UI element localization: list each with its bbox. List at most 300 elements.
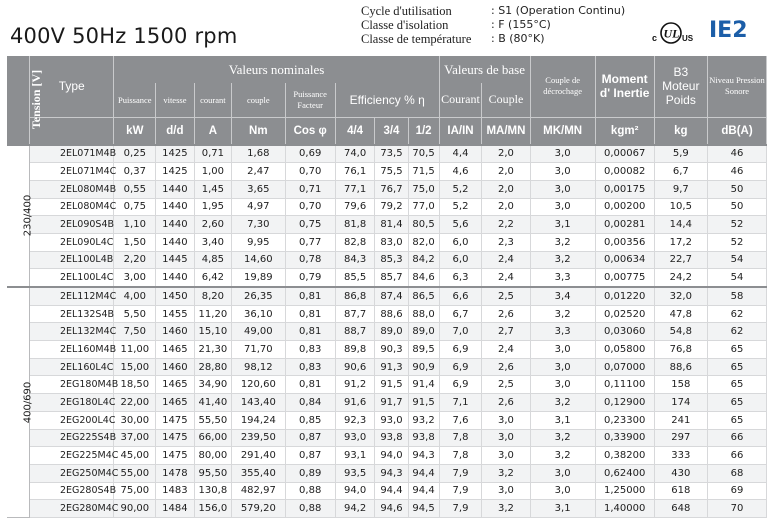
unit-label: IA/IN	[439, 117, 482, 145]
table-cell: 4,85	[194, 251, 231, 269]
table-cell: 84,6	[408, 269, 439, 287]
table-cell: 95,50	[194, 464, 231, 482]
motor-type-cell: 2EG280S4B	[29, 482, 114, 500]
unit-label: kgm²	[595, 117, 654, 145]
table-cell: 355,40	[232, 464, 285, 482]
motor-type-cell: 2EL160L4C	[29, 358, 114, 376]
table-cell: 3,00	[114, 269, 156, 287]
table-cell: 0,81	[285, 376, 335, 394]
table-cell: 7,8	[439, 447, 482, 465]
table-cell: 482,97	[232, 482, 285, 500]
table-cell: 88,7	[335, 323, 375, 341]
valeurs-de-base-header: Valeurs de base	[439, 56, 530, 83]
table-cell: 88,6	[654, 358, 707, 376]
table-cell: 55,50	[194, 411, 231, 429]
puissance-header: Puissance	[114, 83, 156, 117]
table-cell: 0,07000	[595, 358, 654, 376]
table-cell: 84,3	[335, 251, 375, 269]
table-row	[7, 464, 767, 482]
motor-type-cell: 2EL071M4C	[29, 163, 114, 181]
table-cell: 84,2	[408, 251, 439, 269]
table-cell: 174	[654, 394, 707, 412]
table-cell: 14,4	[654, 216, 707, 234]
table-cell: 7,30	[232, 216, 285, 234]
spec-temperature-class	[361, 32, 625, 46]
table-cell: 1,95	[194, 198, 231, 216]
table-cell: 81,4	[375, 216, 408, 234]
table-cell: 0,78	[285, 251, 335, 269]
voltage-group-label: 230/400	[7, 145, 29, 288]
table-cell: 1440	[156, 180, 195, 198]
table-cell: 80,5	[408, 216, 439, 234]
table-cell: 6,42	[194, 269, 231, 287]
table-cell: 89,0	[375, 323, 408, 341]
unit-label: Nm	[232, 117, 285, 145]
table-cell: 93,1	[335, 447, 375, 465]
table-cell: 2,6	[482, 394, 530, 412]
table-row	[7, 376, 767, 394]
table-cell: 579,20	[232, 500, 285, 518]
table-cell: 9,95	[232, 233, 285, 251]
table-cell: 86,8	[335, 287, 375, 305]
table-cell: 0,62400	[595, 464, 654, 482]
table-cell: 26,35	[232, 287, 285, 305]
table-cell: 3,2	[482, 464, 530, 482]
table-cell: 92,3	[335, 411, 375, 429]
table-cell: 0,71	[194, 145, 231, 163]
vitesse-header: vitesse	[156, 83, 195, 117]
table-row	[7, 163, 767, 181]
table-cell: 3,2	[530, 251, 595, 269]
motor-type-cell: 2EL132M4C	[29, 323, 114, 341]
table-cell: 1450	[156, 287, 195, 305]
table-cell: 1460	[156, 358, 195, 376]
motor-type-cell: 2EL080M4C	[29, 198, 114, 216]
table-cell: 46	[708, 163, 767, 181]
table-cell: 91,3	[375, 358, 408, 376]
table-cell: 9,7	[654, 180, 707, 198]
table-cell: 291,40	[232, 447, 285, 465]
table-row	[7, 323, 767, 341]
unit-label: d/d	[156, 117, 195, 145]
table-cell: 73,5	[375, 145, 408, 163]
table-cell: 5,50	[114, 305, 156, 323]
unit-label: 1/2	[408, 117, 439, 145]
table-cell: 1,45	[194, 180, 231, 198]
table-cell: 618	[654, 482, 707, 500]
table-cell: 3,0	[530, 145, 595, 163]
table-cell: 0,33900	[595, 429, 654, 447]
table-cell: 2,20	[114, 251, 156, 269]
motor-type-cell: 2EL090S4B	[29, 216, 114, 234]
table-cell: 7,0	[439, 323, 482, 341]
table-cell: 91,5	[375, 376, 408, 394]
table-cell: 2,0	[482, 180, 530, 198]
table-cell: 54	[708, 269, 767, 287]
table-cell: 7,1	[439, 394, 482, 412]
table-cell: 15,00	[114, 358, 156, 376]
table-cell: 76,8	[654, 341, 707, 359]
table-cell: 41,40	[194, 394, 231, 412]
table-cell: 3,0	[530, 163, 595, 181]
table-cell: 0,25	[114, 145, 156, 163]
table-cell: 28,80	[194, 358, 231, 376]
table-cell: 3,0	[530, 198, 595, 216]
table-cell: 76,7	[375, 180, 408, 198]
motor-table-body	[7, 145, 767, 518]
table-cell: 0,00067	[595, 145, 654, 163]
table-cell: 0,84	[285, 394, 335, 412]
table-cell: 94,4	[408, 464, 439, 482]
table-cell: 93,8	[408, 429, 439, 447]
table-cell: 54,8	[654, 323, 707, 341]
table-cell: 3,0	[530, 358, 595, 376]
table-cell: 0,75	[285, 216, 335, 234]
table-cell: 1425	[156, 145, 195, 163]
table-cell: 120,60	[232, 376, 285, 394]
table-cell: 94,2	[335, 500, 375, 518]
table-cell: 75,0	[408, 180, 439, 198]
table-cell: 2,3	[482, 233, 530, 251]
table-cell: 7,9	[439, 464, 482, 482]
table-cell: 3,40	[194, 233, 231, 251]
table-cell: 94,4	[375, 482, 408, 500]
motor-type-cell: 2EL132S4B	[29, 305, 114, 323]
spec-duty-cycle	[361, 4, 625, 18]
table-cell: 1440	[156, 198, 195, 216]
spec-label: Classe de température	[361, 32, 472, 47]
table-cell: 7,50	[114, 323, 156, 341]
table-cell: 3,1	[530, 411, 595, 429]
table-cell: 3,0	[482, 411, 530, 429]
table-cell: 81,8	[335, 216, 375, 234]
table-cell: 70	[708, 500, 767, 518]
table-row	[7, 305, 767, 323]
table-cell: 91,5	[408, 394, 439, 412]
couple-decrochage-header: Couple de décrochage	[530, 56, 595, 117]
table-cell: 49,00	[232, 323, 285, 341]
table-cell: 52	[708, 216, 767, 234]
table-cell: 87,4	[375, 287, 408, 305]
table-cell: 2,4	[482, 341, 530, 359]
table-cell: 98,12	[232, 358, 285, 376]
table-cell: 79,6	[335, 198, 375, 216]
table-row	[7, 145, 767, 163]
table-cell: 5,2	[439, 180, 482, 198]
table-cell: 58	[708, 287, 767, 305]
table-cell: 1465	[156, 394, 195, 412]
table-cell: 91,6	[335, 394, 375, 412]
unit-label: 3/4	[375, 117, 408, 145]
table-cell: 2,47	[232, 163, 285, 181]
table-cell: 85,5	[335, 269, 375, 287]
unit-label: 4/4	[335, 117, 375, 145]
table-cell: 47,8	[654, 305, 707, 323]
table-cell: 22,7	[654, 251, 707, 269]
couple-header: couple	[232, 83, 285, 117]
table-cell: 0,37	[114, 163, 156, 181]
table-cell: 0,75	[114, 198, 156, 216]
motor-specs	[361, 4, 625, 47]
table-cell: 3,2	[530, 447, 595, 465]
ie2-efficiency-badge: IE2	[709, 18, 748, 43]
table-cell: 1445	[156, 251, 195, 269]
table-cell: 1455	[156, 305, 195, 323]
table-cell: 52	[708, 233, 767, 251]
table-cell: 0,00200	[595, 198, 654, 216]
table-row	[7, 198, 767, 216]
table-cell: 1,00	[194, 163, 231, 181]
table-cell: 5,9	[654, 145, 707, 163]
table-cell: 6,9	[439, 358, 482, 376]
table-cell: 2,6	[482, 305, 530, 323]
table-cell: 4,97	[232, 198, 285, 216]
puissance-facteur-header: Puissance Facteur	[285, 83, 335, 117]
table-cell: 3,1	[530, 500, 595, 518]
table-cell: 0,03060	[595, 323, 654, 341]
table-cell: 34,90	[194, 376, 231, 394]
table-cell: 85,3	[375, 251, 408, 269]
motor-type-cell: 2EL112M4C	[29, 287, 114, 305]
table-cell: 3,2	[530, 429, 595, 447]
table-cell: 19,89	[232, 269, 285, 287]
motor-type-cell: 2EL071M4B	[29, 145, 114, 163]
table-cell: 82,0	[408, 233, 439, 251]
table-row	[7, 180, 767, 198]
table-cell: 22,00	[114, 394, 156, 412]
table-cell: 1,10	[114, 216, 156, 234]
table-cell: 50	[708, 180, 767, 198]
table-cell: 1465	[156, 341, 195, 359]
table-row	[7, 394, 767, 412]
table-cell: 7,8	[439, 429, 482, 447]
motor-type-cell: 2EL090L4C	[29, 233, 114, 251]
units-row	[7, 117, 767, 145]
table-cell: 2,0	[482, 163, 530, 181]
table-cell: 0,00634	[595, 251, 654, 269]
table-cell: 1,25000	[595, 482, 654, 500]
table-cell: 0,11100	[595, 376, 654, 394]
table-cell: 87,7	[335, 305, 375, 323]
table-cell: 0,69	[285, 145, 335, 163]
spec-value: : S1 (Operation Continu)	[491, 4, 626, 17]
table-cell: 55,00	[114, 464, 156, 482]
table-cell: 91,4	[408, 376, 439, 394]
base-couple-header: Couple	[482, 83, 530, 117]
unit-label: Cos φ	[285, 117, 335, 145]
type-header: Type	[29, 56, 114, 117]
table-cell: 3,0	[530, 341, 595, 359]
table-cell: 85,7	[375, 269, 408, 287]
table-cell: 62	[708, 305, 767, 323]
table-cell: 71,70	[232, 341, 285, 359]
unit-label: A	[194, 117, 231, 145]
table-cell: 69	[708, 482, 767, 500]
table-cell: 1425	[156, 163, 195, 181]
table-cell: 3,0	[530, 376, 595, 394]
unit-label: kW	[114, 117, 156, 145]
svg-text:UL: UL	[663, 26, 680, 41]
table-cell: 91,7	[375, 394, 408, 412]
table-cell: 94,3	[375, 464, 408, 482]
table-cell: 93,0	[375, 411, 408, 429]
table-cell: 68	[708, 464, 767, 482]
table-cell: 1440	[156, 216, 195, 234]
table-cell: 6,9	[439, 341, 482, 359]
table-cell: 4,00	[114, 287, 156, 305]
moment-inertie-header: Moment d' Inertie	[595, 56, 654, 117]
table-cell: 74,0	[335, 145, 375, 163]
table-cell: 0,87	[285, 447, 335, 465]
table-cell: 86,5	[408, 287, 439, 305]
table-cell: 0,81	[285, 305, 335, 323]
table-cell: 2,5	[482, 376, 530, 394]
table-cell: 90,6	[335, 358, 375, 376]
table-cell: 93,5	[335, 464, 375, 482]
motor-type-cell: 2EL080M4B	[29, 180, 114, 198]
table-cell: 66	[708, 429, 767, 447]
table-cell: 0,83	[285, 341, 335, 359]
table-cell: 10,5	[654, 198, 707, 216]
table-cell: 0,23300	[595, 411, 654, 429]
table-cell: 0,81	[285, 287, 335, 305]
table-cell: 0,38200	[595, 447, 654, 465]
table-cell: 1475	[156, 411, 195, 429]
table-cell: 0,05800	[595, 341, 654, 359]
table-cell: 77,1	[335, 180, 375, 198]
table-cell: 7,6	[439, 411, 482, 429]
table-cell: 2,2	[482, 216, 530, 234]
table-cell: 194,24	[232, 411, 285, 429]
table-cell: 3,3	[530, 269, 595, 287]
table-cell: 1460	[156, 323, 195, 341]
table-cell: 2,5	[482, 287, 530, 305]
table-cell: 6,7	[439, 305, 482, 323]
table-cell: 93,2	[408, 411, 439, 429]
table-cell: 0,01220	[595, 287, 654, 305]
table-cell: 18,50	[114, 376, 156, 394]
motor-type-cell: 2EG225S4B	[29, 429, 114, 447]
motor-type-cell: 2EG180M4B	[29, 376, 114, 394]
table-cell: 6,0	[439, 251, 482, 269]
svg-text:US: US	[682, 34, 694, 43]
table-cell: 94,4	[408, 482, 439, 500]
table-cell: 80,00	[194, 447, 231, 465]
table-cell: 75,00	[114, 482, 156, 500]
table-cell: 6,6	[439, 287, 482, 305]
table-cell: 62	[708, 323, 767, 341]
table-cell: 239,50	[232, 429, 285, 447]
table-cell: 0,77	[285, 233, 335, 251]
motor-type-cell: 2EL160M4B	[29, 341, 114, 359]
motor-type-cell: 2EL100L4B	[29, 251, 114, 269]
table-cell: 6,0	[439, 233, 482, 251]
table-cell: 77,0	[408, 198, 439, 216]
spec-label: Cycle d'utilisation	[361, 4, 452, 18]
table-cell: 36,10	[232, 305, 285, 323]
table-cell: 3,2	[530, 305, 595, 323]
table-cell: 2,7	[482, 323, 530, 341]
table-cell: 50	[708, 198, 767, 216]
table-cell: 88,0	[408, 305, 439, 323]
table-cell: 30,00	[114, 411, 156, 429]
motor-type-cell: 2EG280M4C	[29, 500, 114, 518]
table-cell: 297	[654, 429, 707, 447]
table-cell: 32,0	[654, 287, 707, 305]
table-cell: 241	[654, 411, 707, 429]
spec-value: : F (155°C)	[491, 18, 551, 32]
table-cell: 0,88	[285, 500, 335, 518]
svg-text:c: c	[652, 33, 658, 43]
table-cell: 1,50	[114, 233, 156, 251]
table-cell: 3,0	[482, 447, 530, 465]
table-cell: 11,20	[194, 305, 231, 323]
spec-value: : B (80°K)	[491, 32, 545, 46]
table-cell: 5,6	[439, 216, 482, 234]
table-cell: 2,6	[482, 358, 530, 376]
unit-label: kg	[654, 117, 707, 145]
table-cell: 54	[708, 251, 767, 269]
table-cell: 158	[654, 376, 707, 394]
table-cell: 3,1	[530, 216, 595, 234]
table-cell: 1475	[156, 447, 195, 465]
table-cell: 24,2	[654, 269, 707, 287]
table-cell: 93,0	[335, 429, 375, 447]
motor-type-cell: 2EG180L4C	[29, 394, 114, 412]
table-cell: 0,00281	[595, 216, 654, 234]
table-cell: 11,00	[114, 341, 156, 359]
table-cell: 0,81	[285, 323, 335, 341]
table-cell: 3,0	[482, 429, 530, 447]
ul-certification-logo	[651, 20, 693, 46]
table-cell: 93,8	[375, 429, 408, 447]
table-cell: 156,0	[194, 500, 231, 518]
table-cell: 1478	[156, 464, 195, 482]
table-cell: 3,3	[530, 323, 595, 341]
table-cell: 4,4	[439, 145, 482, 163]
table-cell: 1440	[156, 269, 195, 287]
table-cell: 2,0	[482, 198, 530, 216]
table-cell: 0,70	[285, 163, 335, 181]
table-cell: 91,2	[335, 376, 375, 394]
table-cell: 83,0	[375, 233, 408, 251]
table-cell: 2,60	[194, 216, 231, 234]
table-cell: 1,40000	[595, 500, 654, 518]
table-cell: 66	[708, 447, 767, 465]
table-cell: 0,87	[285, 429, 335, 447]
table-cell: 65	[708, 394, 767, 412]
table-row	[7, 500, 767, 518]
table-cell: 0,12900	[595, 394, 654, 412]
table-cell: 3,65	[232, 180, 285, 198]
table-row	[7, 341, 767, 359]
voltage-group-label: 400/690	[7, 287, 29, 517]
table-cell: 94,6	[375, 500, 408, 518]
table-cell: 4,6	[439, 163, 482, 181]
table-cell: 3,0	[482, 482, 530, 500]
table-cell: 65	[708, 376, 767, 394]
table-cell: 143,40	[232, 394, 285, 412]
table-cell: 2,4	[482, 251, 530, 269]
table-cell: 0,85	[285, 411, 335, 429]
page-title: 400V 50Hz 1500 rpm	[10, 24, 238, 48]
table-cell: 89,0	[408, 323, 439, 341]
table-cell: 65	[708, 358, 767, 376]
tension-header: Tension [V]	[7, 56, 29, 145]
table-cell: 6,3	[439, 269, 482, 287]
table-cell: 37,00	[114, 429, 156, 447]
valeurs-nominales-header: Valeurs nominales	[114, 56, 439, 83]
